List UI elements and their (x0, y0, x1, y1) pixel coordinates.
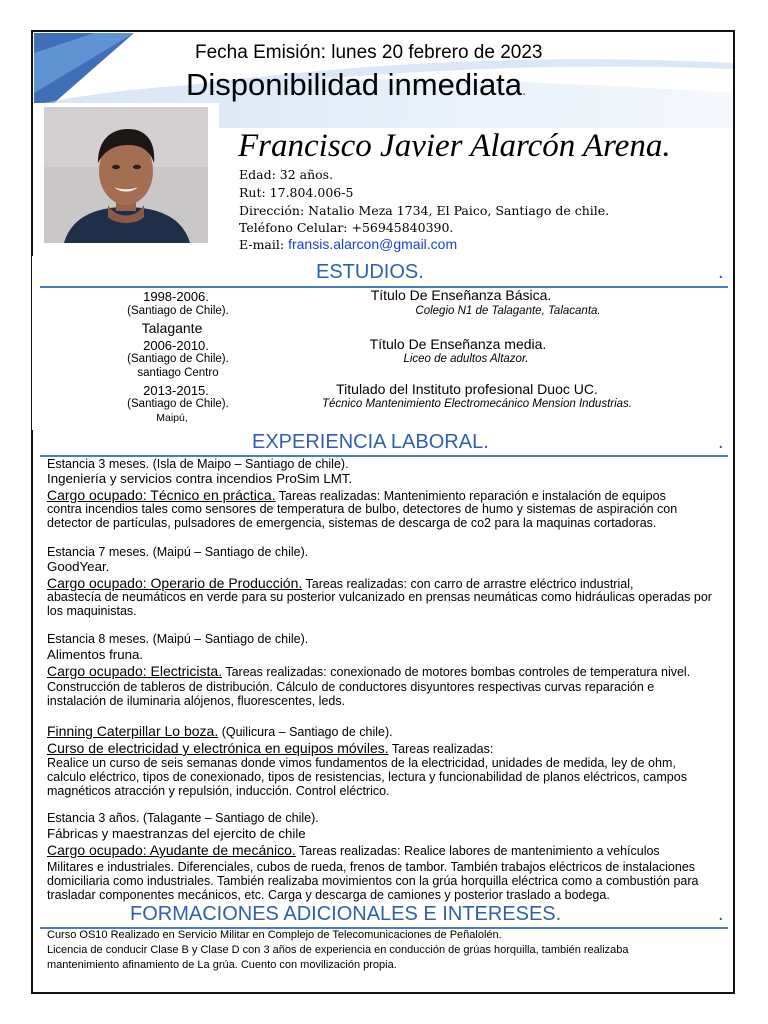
job-3-tasks-line: instalación de iluminaria alójenos, fluorescentes, leds. (47, 694, 346, 708)
job-5-tasks-line: domiciliaria como industriales. También realizaba movimientos con la grúa horquilla eléctrica como a combustión para (47, 874, 699, 888)
study-1-years: 1998-2006. (143, 289, 209, 304)
study-3-degree: Titulado del Instituto profesional Duoc UC. (336, 381, 598, 397)
study-2-institution: Liceo de adultos Altazor. (403, 353, 529, 365)
additional-title-dot: . (718, 903, 724, 925)
job-3-period: Estancia 8 meses. (Maipú – Santiago de chile). (47, 632, 309, 646)
job-5-tasks-line: Militares e industriales. Diferenciales, cubos de rueda, frenos de tambor. También trabajos eléctricos de instalaciones (47, 860, 696, 874)
job-2-tasks-line: abastecía de neumáticos en verde para su posterior vulcanizado en prensas neumáticas como hidráulicas operadas por (47, 590, 712, 604)
email-label: E-mail: (239, 237, 285, 252)
job-2-period: Estancia 7 meses. (Maipú – Santiago de chile). (47, 545, 309, 559)
study-1-degree: Título De Enseñanza Básica. (370, 287, 552, 303)
job-4-company: Finning Caterpillar Lo boza. (47, 723, 219, 739)
study-3-institution: Técnico Mantenimiento Electromecánico Mension Industrias. (321, 398, 633, 410)
job-1-tasks-line: contra incendios tales como sensores de temperatura de bulbo, detectores de humo y sistemas de aspiración con (47, 502, 678, 516)
frame-gap (32, 256, 35, 430)
emission-date: Fecha Emisión: lunes 20 febrero de 2023 (195, 42, 543, 63)
study-1-location: (Santiago de Chile). (127, 305, 229, 317)
availability-dot: . (522, 82, 526, 98)
study-1-institution: Colegio N1 de Talagante, Talacanta. (415, 305, 601, 317)
job-5-company: Fábricas y maestranzas del ejercito de chile (47, 826, 306, 841)
job-1-tasks-start: Tareas realizadas: Mantenimiento reparación e instalación de equipos (275, 489, 666, 503)
job-4-tasks-line: calculo eléctrico, tipos de conexionado, tipos de resistencias, lectura y funcionabilidad de planos eléctricos, campos (47, 770, 687, 784)
study-1-city: Talagante (141, 320, 203, 336)
candidate-name: Francisco Javier Alarcón Arena. (238, 128, 671, 164)
experience-title-dot: . (718, 431, 724, 453)
study-2-years: 2006-2010. (143, 338, 209, 353)
job-1-period: Estancia 3 meses. (Isla de Maipo – Santiago de chile). (47, 457, 349, 471)
study-3-location: (Santiago de Chile). (127, 398, 229, 410)
job-1-role: Cargo ocupado: Técnico en práctica. (47, 487, 276, 503)
job-5-role: Cargo ocupado: Ayudante de mecánico. (47, 842, 296, 858)
job-4-tasks-start: Tareas realizadas: (388, 742, 494, 756)
job-2-tasks-start: Tareas realizadas: con carro de arrastre eléctrico industrial, (302, 577, 634, 591)
job-5-period: Estancia 3 años. (Talagante – Santiago de chile). (47, 811, 319, 825)
additional-line: Licencia de conducir Clase B y Clase D con 3 años de experiencia en conducción de grúas horquilla, también realizaba (47, 944, 629, 956)
study-2-degree: Título De Enseñanza media. (369, 336, 547, 352)
job-2-tasks-line: los maquinistas. (47, 604, 137, 618)
email-row (239, 236, 457, 252)
age: Edad: 32 años. (239, 167, 334, 182)
job-3-tasks-start: Tareas realizadas: conexionado de motores bombas controles de temperatura nivel. (222, 665, 691, 679)
job-5-tasks-start: Tareas realizadas: Realice labores de mantenimiento a vehículos (295, 844, 660, 858)
studies-title: ESTUDIOS. (316, 261, 424, 283)
job-3-company: Alimentos fruna. (47, 647, 144, 662)
studies-title-dot: . (718, 261, 724, 283)
availability-text: Disponibilidad inmediata (186, 67, 523, 102)
phone: Teléfono Celular: +56945840390. (239, 220, 454, 235)
job-1-company: Ingeniería y servicios contra incendios ProSim LMT. (47, 471, 353, 486)
profile-photo (44, 107, 208, 243)
study-3-years: 2013-2015. (143, 383, 209, 398)
additional-title: FORMACIONES ADICIONALES E INTERESES. (130, 903, 562, 925)
job-4-role: Curso de electricidad y electrónica en equipos móviles. (47, 740, 389, 756)
study-2-location: (Santiago de Chile). (127, 353, 229, 365)
job-5-tasks-line: trasladar componentes mecánicos, etc. Carga y descarga de camiones y posterior traslado a bodega. (47, 888, 610, 902)
job-2-role: Cargo ocupado: Operario de Producción. (47, 575, 303, 591)
additional-line: mantenimiento afinamiento de La grúa. Cuento con movilización propia. (47, 959, 397, 971)
job-3-role-line (47, 663, 690, 681)
additional-line: Curso OS10 Realizado en Servicio Militar en Complejo de Telecomunicaciones de Peñalolén. (47, 929, 502, 941)
job-5-role-line (47, 842, 660, 860)
job-3-role: Cargo ocupado: Electricista. (47, 663, 223, 679)
address: Dirección: Natalio Meza 1734, El Paico, Santiago de chile. (239, 203, 610, 218)
email-link[interactable]: fransis.alarcon@gmail.com (288, 236, 458, 252)
job-4-tasks-line: magnéticos atracción y repulsión, inducción. Control eléctrico. (47, 784, 390, 798)
job-4-tasks-line: Realice un curso de seis semanas donde vimos fundamentos de la electricidad, unidades de medida, ley de ohm, (47, 756, 676, 770)
job-2-company: GoodYear. (47, 559, 110, 574)
job-4-location: (Quilicura – Santiago de chile). (218, 725, 393, 739)
experience-title: EXPERIENCIA LABORAL. (252, 431, 489, 453)
availability-heading (186, 67, 526, 103)
job-1-tasks-line: detector de partículas, pulsadores de emergencia, sistemas de descarga de co2 para la maquinas cortadoras. (47, 516, 657, 530)
job-4-header (47, 723, 393, 741)
study-3-city: Maipú, (156, 412, 188, 424)
job-3-tasks-line: Construcción de tableros de distribución. Cálculo de conductores disyuntores respectivas curvas reparación e (47, 680, 655, 694)
rut: Rut: 17.804.006-5 (239, 185, 354, 200)
study-2-city: santiago Centro (137, 367, 219, 379)
